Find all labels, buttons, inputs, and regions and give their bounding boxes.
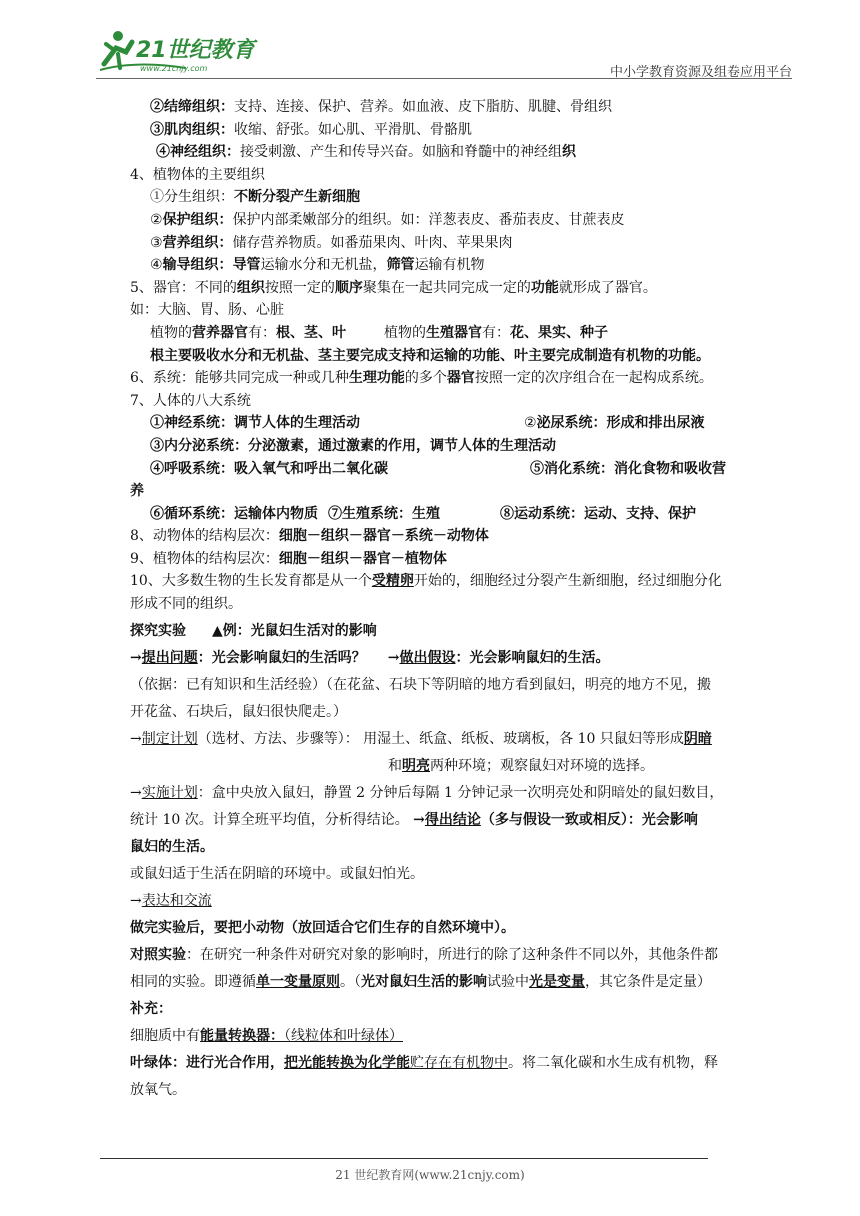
text-line: 根主要吸收水分和无机盐、茎主要完成支持和运输的功能、叶主要完成制造有机物的功能。 [150, 347, 710, 364]
keyword: 筛管 [386, 257, 415, 274]
text-span: 对照实验 [130, 946, 186, 963]
footer-divider [100, 1158, 708, 1159]
text-span: 光是变量 [529, 973, 585, 990]
text-line: ③内分泌系统：分泌激素，通过激素的作用，调节人体的生理活动 [150, 437, 556, 454]
text-span: 有： [482, 324, 510, 341]
number: ④ [150, 257, 163, 274]
text-span: 。（ [340, 973, 361, 990]
text-line [130, 570, 770, 593]
text-line: 放氧气。 [130, 1081, 186, 1098]
text-span: ▲例：光鼠妇生活对的影响 [212, 622, 377, 639]
text-line [130, 141, 770, 164]
text-span: 的多个 [404, 370, 447, 387]
text-line [130, 942, 770, 969]
keyword: 花、果实、种子 [510, 324, 608, 341]
logo-text: 21世纪教育 [136, 38, 255, 63]
number: ③ [150, 234, 163, 251]
text-line [130, 209, 770, 232]
text-span: → [130, 892, 142, 909]
text-span: 实施计划 [141, 784, 198, 801]
text-line [130, 367, 770, 390]
text-span: ：盒中央放入鼠妇，静置 2 分钟后每隔 1 分钟记录一次明亮处和阴暗处的鼠妇数目， [197, 784, 724, 801]
text-line [130, 503, 770, 526]
text-line [130, 1050, 770, 1077]
text-span: 就形成了器官。 [558, 279, 657, 296]
platform-name: 中小学教育资源及组卷应用平台 [609, 65, 792, 80]
text-span: 提出问题 [141, 649, 198, 666]
definition: 保护内部柔嫩部分的组织。如：洋葱表皮、番茄表皮、甘蔗表皮 [232, 211, 625, 228]
text-span: 明亮 [402, 757, 430, 774]
text-span: 光对鼠妇生活的影响 [361, 973, 487, 990]
text-span: （线粒体和叶绿体） [284, 1027, 403, 1044]
text-span: （选材、方法、步骤等）： 用湿土、纸盒、纸板、玻璃板，各 10 只鼠妇等形成 [197, 730, 684, 747]
text-line [130, 969, 770, 996]
text-line [130, 548, 770, 571]
keyword: 根、茎、叶 [276, 324, 346, 341]
text-span: 和 [388, 757, 402, 774]
text-span: → [413, 811, 425, 828]
text-line: 开花盆、石块后，鼠妇很快爬走。） [130, 703, 347, 720]
term: ④神经组织： [156, 144, 240, 161]
keyword: 功能 [530, 279, 559, 296]
text-span: （多与假设一致或相反）：光会影响 [480, 811, 698, 828]
text-span: 阴暗 [683, 730, 712, 747]
header-divider [96, 78, 792, 79]
text-line: 或鼠妇适于生活在阴暗的环境中。或鼠妇怕光。 [130, 865, 424, 882]
text-span: 开始的，细胞经过分裂产生新细胞，经过细胞分化 [413, 573, 722, 590]
text-span: 植物的 [384, 324, 426, 341]
text-line [130, 645, 770, 672]
text-span: 两种环境；观察鼠妇对环境的选择。 [430, 757, 654, 774]
text-span: → [130, 784, 142, 801]
text-span: ④呼吸系统：吸入氧气和呼出二氧化碳 [150, 460, 388, 477]
text-span: ⑧运动系统：运动、支持、保护 [500, 505, 696, 522]
experiment-section [130, 618, 770, 1104]
section-heading: 4、植物体的主要组织 [130, 166, 265, 183]
definition: 收缩、舒张。如心肌、平滑肌、骨骼肌 [234, 121, 472, 138]
text-span: 有： [248, 324, 276, 341]
text-span: ①神经系统：调节人体的生理活动 [150, 415, 360, 432]
text-span: 植物的 [150, 324, 192, 341]
text-span: 10、大多数生物的生长发育都是从一个 [130, 573, 372, 590]
keyword: 组织 [236, 279, 265, 296]
text-line: 如：大脑、胃、肠、心脏 [130, 302, 284, 319]
keyword: 生殖器官 [426, 324, 482, 341]
text-span: 8、动物体的结构层次： [130, 528, 279, 545]
text-line [130, 119, 770, 142]
keyword: 营养器官 [192, 324, 248, 341]
term: 营养组织： [162, 234, 233, 251]
text-line [130, 96, 770, 119]
keyword: 顺序 [334, 279, 363, 296]
text-line [130, 186, 770, 209]
text-line [130, 1023, 770, 1050]
text-span: 把光能转换为化学能 [284, 1054, 410, 1071]
page-header [96, 24, 792, 78]
text-line: 形成不同的组织。 [130, 596, 242, 613]
text-span: 制定计划 [141, 730, 198, 747]
definition: 接受刺激、产生和传导兴奋。如脑和脊髓中的神经组 [240, 144, 562, 161]
text-span: 聚集在一起共同完成一定的 [362, 279, 531, 296]
text-span: ：光会影响鼠妇的生活。 [455, 649, 610, 666]
text-span: 9、植物体的结构层次： [130, 550, 279, 567]
term: ②结缔组织： [150, 99, 234, 115]
text-span: 按照一定的次序组合在一起构成系统。 [474, 370, 713, 387]
number: ② [150, 211, 163, 228]
text-line: 补充： [130, 1000, 172, 1017]
text-span: → [387, 649, 400, 666]
text-span: ：在研究一种条件对研究对象的影响时，所进行的除了这种条件不同以外，其他条件都 [186, 946, 718, 963]
term: ①分生组织： [150, 189, 234, 206]
text-span: 贮存在有机物中 [410, 1054, 508, 1071]
text-line [130, 525, 770, 548]
text-span: 能量转换器： [200, 1027, 284, 1044]
text-span: ⑦生殖系统：生殖 [328, 505, 440, 522]
term: 保护组织： [162, 211, 233, 228]
text-line: 做完实验后，要把小动物（放回适合它们生存的自然环境中）。 [130, 919, 515, 936]
text-span: 细胞质中有 [130, 1027, 200, 1044]
text-line [130, 807, 770, 834]
section-heading: 7、人体的八大系统 [130, 392, 251, 409]
text-line [130, 458, 770, 481]
keyword: 细胞－组织－器官－系统－动物体 [278, 528, 489, 545]
text-span: 。将二氧化碳和水生成有机物，释 [508, 1054, 718, 1071]
definition: 运输有机物 [414, 257, 485, 274]
definition: 织 [562, 144, 576, 161]
site-logo[interactable] [96, 24, 296, 76]
text-span: 6、系统：能够共同完成一种或几种 [130, 370, 349, 387]
text-span: 统计 10 次。计算全班平均值，分析得结论。 [130, 811, 414, 828]
definition: 储存营养物质。如番茄果肉、叶肉、苹果果肉 [232, 234, 513, 251]
keyword: 细胞－组织－器官－植物体 [278, 550, 447, 567]
text-line [130, 726, 770, 753]
keyword: 导管 [232, 257, 261, 274]
text-line [130, 254, 770, 277]
text-line [130, 753, 770, 780]
keyword: 受精卵 [371, 573, 414, 590]
text-span: 探究实验 [130, 622, 186, 639]
text-span: 按照一定的 [264, 279, 335, 296]
text-span: 得出结论 [424, 811, 481, 828]
text-line [130, 888, 770, 915]
keyword: 器官 [446, 370, 475, 387]
text-span: 表达和交流 [141, 892, 212, 909]
text-span: 单一变量原则 [256, 973, 340, 990]
text-span: ：光会影响鼠妇的生活吗？ [197, 649, 366, 666]
definition: 运输水分和无机盐， [260, 257, 387, 274]
footer-text[interactable]: 21 世纪教育网(www.21cnjy.com) [335, 1168, 525, 1182]
experiment-title [130, 618, 770, 645]
text-span: → [130, 730, 142, 747]
text-line: （依据：已有知识和生活经验）（在花盆、石块下等阴暗的地方看到鼠妇，明亮的地方不见，搬 [130, 676, 711, 693]
text-span: 5、器官：不同的 [130, 279, 237, 296]
text-line [130, 232, 770, 255]
text-line: 鼠妇的生活。 [130, 838, 214, 855]
definition: 支持、连接、保护、营养。如血液、皮下脂肪、肌腱、骨组织 [234, 99, 612, 115]
text-span: ，其它条件是定量） [585, 973, 711, 990]
text-line [130, 277, 770, 300]
term: 输导组织： [162, 257, 233, 274]
logo-url: www.21cnjy.com [140, 64, 208, 73]
text-span: → [130, 649, 142, 666]
runner-logo-icon [96, 24, 296, 76]
text-span: 泌尿系统：形成和排出尿液 [536, 415, 705, 432]
text-line [130, 412, 770, 435]
text-span: 叶绿体：进行光合作用， [130, 1054, 284, 1071]
text-span: 相同的实验。即遵循 [130, 973, 256, 990]
definition: 不断分裂产生新细胞 [234, 189, 360, 206]
text-line [130, 322, 770, 345]
text-line: 养 [130, 483, 144, 500]
document-body [130, 96, 770, 1104]
text-span: 试验中 [487, 973, 529, 990]
text-span: ⑤消化系统：消化食物和吸收营 [530, 460, 726, 477]
term: ③肌肉组织： [150, 121, 234, 138]
text-span: ② [524, 415, 537, 432]
keyword: 生理功能 [348, 370, 405, 387]
text-span: ⑥循环系统：运输体内物质 [150, 505, 318, 522]
text-line [130, 780, 770, 807]
text-span: 做出假设 [399, 649, 456, 666]
